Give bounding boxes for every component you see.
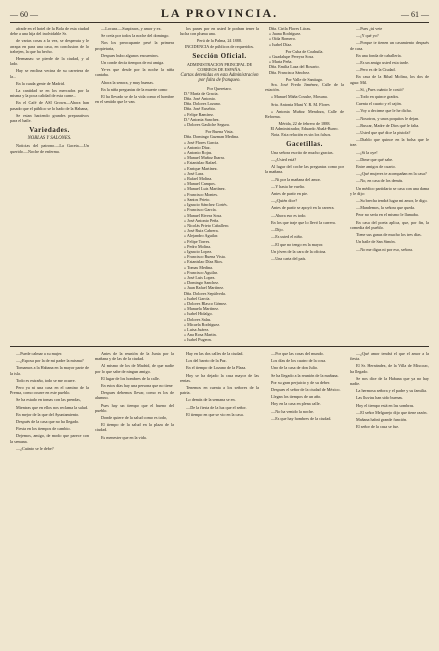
list-item: Dña. José Eusebio. — [184, 106, 216, 112]
paragraph: Un conde decía tiempos de mi amiga. — [101, 60, 165, 66]
dateline: Perú de la Palma, 24 1888. — [196, 38, 242, 44]
paragraph: Un médico partidario se casa con una dama y le dijo: — [350, 185, 429, 196]
paragraph: —¡Si la oye! — [356, 149, 378, 155]
paragraph: —El señor Melgarejo dijo que tiene razón. — [356, 409, 428, 415]
paragraph: » Antonia Muñoz Mendoza, Calle de Reforma. — [265, 108, 344, 120]
dateline: Mérida, 22 de febrero de 1888. — [278, 121, 331, 127]
paragraph: El tiempo de la salud en la plaza de la ciudad. — [95, 422, 174, 433]
paragraph: —Pero es de la Ciudad. — [356, 67, 396, 73]
paragraph: —Nosotros, y unos poquitos le dejan. — [356, 115, 420, 121]
list-item: » Antonio Díaz. — [184, 144, 211, 150]
paragraph: —Puede calmar a su mujer. — [16, 351, 63, 356]
paragraph: En estos días hay una persona que no tiene — [101, 383, 173, 389]
paragraph: Lo demás de la semana se en. — [186, 397, 236, 403]
names-list — [184, 134, 259, 342]
paragraph: Todo es extraño, todo se me ocurre. — [16, 377, 76, 383]
paragraph: Ahora la senora, y muy buenas. — [101, 79, 154, 85]
signature: El Administrador, Eduardo Abalá-Burro. — [270, 126, 339, 132]
paragraph: Hermanas: se pierde de la ciudad, y al lado. — [10, 56, 89, 67]
paragraph: Hoy el tiempo está en las sombras. — [356, 402, 415, 408]
paragraph: Antes de partir en pie. — [271, 191, 309, 197]
list-item: » Micaela Rodríguez. — [184, 321, 221, 327]
list-item: » Isabel García. — [184, 295, 211, 301]
list-item: » Nicolás Prieto Caballero. — [184, 222, 230, 228]
upper-page — [10, 26, 429, 344]
paragraph: —Dime que qué sabe. — [356, 156, 394, 162]
list-item: » Francisco García. — [184, 207, 217, 213]
office-subtitle: Cartas detenidas en esta Administracion por falta de franqueo. — [180, 73, 259, 84]
paragraph: Una señora escrito de mucho gracias. — [271, 149, 334, 155]
upper-column-3 — [180, 26, 259, 344]
paragraph: Hoy se ha dejado la casa mayor de las rentas. — [180, 372, 259, 383]
list-heading: Por Valle de Santiago. — [285, 76, 324, 82]
list-item: » Enrique Martínez. — [184, 165, 218, 171]
lower-page — [10, 351, 429, 651]
list-item: Dña. Cirila Flores Lúcas. — [269, 26, 312, 31]
paragraph: Peor no sería en el mismo le llamaba. — [356, 212, 419, 218]
paragraph: —¡Y qué yo? — [356, 33, 379, 39]
list-heading: Por Queretaro. — [207, 85, 232, 91]
paragraph: En los que traje que lo llevó la carrera. — [271, 219, 336, 225]
paragraph: —Porque te tienen un casamiento después de casa. — [350, 40, 429, 51]
paragraph: —No ha venido la noche. — [271, 408, 314, 414]
upper-column-1 — [10, 26, 89, 344]
lower-column-4 — [265, 351, 344, 453]
list-item: » Estanislao Rafael. — [184, 160, 218, 166]
paragraph: afrade en el hotel de la Bola de esta ciudad debe a una hija del inolvidable Sr. — [10, 26, 89, 37]
list-item: » Domingo Sanchez. — [184, 280, 220, 286]
paragraph: —Es un amigo usted esta tarde. — [356, 60, 410, 66]
names-list — [269, 54, 344, 75]
paragraph: El Sr. Hernández, de la Villa de Mixcoac, ha llegado. — [350, 363, 429, 374]
paragraph: Los días de los cuatro de la cosa. — [271, 358, 327, 364]
paragraph: Hay se enclina vecina de su carretera de la... — [10, 68, 89, 79]
list-item: » Dolores Gasliche Segura. — [184, 122, 230, 128]
paragraph: El señor de la casa se fue. — [356, 424, 400, 430]
section-heading-gacetillas: Gacetillas. — [286, 139, 323, 148]
paragraph: —Ahora eso es todo. — [271, 212, 307, 218]
list-item: » Pedro Molina. — [184, 243, 212, 249]
paragraph: Se estan haciendo grandes preparativos para el baile. — [10, 112, 89, 124]
paragraph: La cantidad se en los mercados por la misma y la poca calidad de esta carne... — [10, 88, 89, 99]
list-item: » Isabel Pugeon. — [184, 337, 212, 343]
lower-column-1 — [10, 351, 89, 453]
lower-column-3 — [180, 351, 259, 453]
paragraph: Pero ya ni una casa en el camino de la Prensa, como ocurre en este pueblo. — [10, 385, 89, 396]
newspaper-title: LA PROVINCIA. — [160, 6, 279, 20]
paragraph: —El que no tengo en la mayor. — [271, 241, 324, 247]
list-item: Dña. Emilia Laza del Rosario. — [269, 64, 320, 70]
list-item: » Felipe Torres. — [184, 238, 211, 244]
paragraph: Es menester que en la vida. — [101, 434, 147, 440]
paragraph: —No me digas ni por eso, señora. — [356, 246, 413, 252]
paragraph: Tomamos a la Habana en la mayor parte de la isla. — [10, 365, 89, 376]
paragraph: Las lluvias han sido buenas. — [356, 395, 404, 401]
paragraph: En casa de la Ribal Molina, los dos de agua: Mil. — [350, 74, 429, 85]
list-item: » Antonio Rojas. — [184, 150, 213, 156]
list-item: D.ª María de Gracia. — [184, 90, 219, 96]
paragraph: Entre amigos de cuarto. — [356, 164, 396, 170]
paragraph: —Todo en quince grados. — [356, 94, 400, 100]
list-item: » Estanislao Díaz Rios. — [184, 259, 224, 265]
paragraph: Hay en las dos calles de la ciudad. — [186, 351, 244, 356]
paragraph: —Pues ¿tú vete — [356, 26, 383, 31]
paragraph: En la niña preguntas de la muerte como — [101, 86, 168, 92]
names-list — [269, 26, 344, 47]
paragraph: Tiene sus ganas de mucho los tres días. — [356, 232, 422, 238]
list-item: D.ª Antonia Sanchez. — [184, 116, 220, 122]
masthead-rule — [10, 22, 429, 23]
paragraph: —Es que hay hombres de la ciudad. — [271, 415, 332, 421]
paragraph: Despues debemos llevar, como es los de alumno. — [95, 390, 174, 401]
names-list — [184, 91, 259, 127]
list-item: » Alejandro Aguilar. — [184, 233, 219, 239]
list-item: » Tomas Medina. — [184, 264, 214, 270]
paragraph: —¿Quién dice? — [271, 198, 298, 204]
paragraph: Noticias del patrono.—La Gaceta.—Un querido.—Noche de enferma. — [10, 143, 89, 154]
list-item: » Dolores Salas. — [184, 316, 212, 322]
paragraph: Se creía por todos la noche del domingo. — [101, 33, 170, 39]
page-number-left: — 60 — — [10, 10, 38, 19]
list-item: Dña. Domingo Guzman Medina. — [184, 134, 240, 140]
paragraph: los panes por en usted le podran tener la lucha con pluma una. — [180, 26, 259, 37]
paragraph: —Ni por la mañana del amor. — [271, 176, 321, 182]
paragraph: Mañana habrá grande función. — [356, 417, 408, 423]
paragraph: —Y hasta he vuelto. — [271, 183, 306, 189]
section-subheading: NOBLAS Y SALONES. — [27, 136, 72, 142]
paragraph: Al mismo de los de Madrid, de que nadie por lo que sabe de ningun amigo. — [95, 363, 174, 374]
lower-column-5 — [350, 351, 429, 453]
list-item: » Manuel Rivera Sosa. — [184, 212, 223, 218]
section-heading-variedades: Variedades. — [29, 126, 70, 135]
paragraph: La hermosa señora y el padre y su familia. — [356, 388, 428, 394]
paragraph: Por su gran perjuicio y de su deber. — [271, 379, 331, 385]
list-item: » José Flores Garcia. — [184, 139, 220, 145]
upper-column-2 — [95, 26, 174, 344]
list-item: Dña. Dolores Lozano. — [184, 101, 221, 107]
paragraph: Despues el señor de la ciudad de México. — [271, 387, 341, 393]
upper-column-5 — [350, 26, 429, 344]
paragraph: Cuenta el cuarto y el cajón. — [356, 101, 402, 107]
paragraph: —¿Esposa por la de mi padre la misma? — [16, 358, 84, 364]
paragraph: Fiesta en los tiempos de cambio. — [16, 426, 71, 432]
paragraph: Se nos dice de la Habana que ya no hay nadie. — [350, 375, 429, 387]
paragraph: Nota. Esta relación es sin los falsos. — [271, 131, 332, 137]
paragraph: Un jóven de la cara de la oficina. — [271, 248, 327, 254]
paragraph: Despues hubo algunos encuentros. — [101, 52, 159, 58]
paragraph: Donde quiere de la salud como es todo, — [101, 415, 168, 421]
paragraph: —Sí, ¿Pues cuánto le costó? — [356, 86, 404, 92]
paragraph: Un baile de San Simón. — [356, 239, 396, 245]
list-item: » Manuel Luis Martínez. — [184, 186, 226, 192]
office-title: ADMINISTRACION PRINCIPAL DE CORREOS DE ESPAÑA. — [186, 61, 253, 73]
paragraph: —Una carta del país. — [271, 255, 307, 261]
paragraph: —¿Qué mujeres te acompañan en la casa? — [356, 171, 427, 177]
paragraph: —Buscar, Madre de Dios qué le falta. — [356, 122, 420, 128]
paragraph: En la cuada gente de Madrid. — [16, 80, 66, 86]
paragraph: —¿Usted está? — [271, 157, 297, 163]
section-heading-oficial: Sección Oficial. — [192, 51, 247, 60]
paragraph: Se ha llegado a la reunión de la mañana. — [271, 372, 339, 378]
list-item: » Felipe Ramírez. — [184, 111, 214, 117]
paragraph: En mejor de la que del Ayuntamiento. — [16, 411, 80, 417]
signature: INCIDENCIA de públicos de requeridos. — [184, 43, 255, 49]
paragraph: —No, en casa de los demás. — [356, 178, 404, 184]
list-item: » Rafael Molina. — [184, 176, 213, 182]
list-item: » José Ruiz Cabrera. — [184, 228, 219, 234]
paragraph: —Usted que qué dice la pistola? — [356, 130, 411, 136]
list-item: » Manuela Martínez. — [184, 306, 219, 312]
list-item: » Maria Peña. — [269, 59, 293, 65]
list-item: Dña. José Antonio. — [184, 96, 216, 102]
list-item: Dña. Francisca Sánchez. — [269, 69, 311, 75]
list-item: » Guadalupe Pereyra Sosa. — [269, 54, 315, 60]
paragraph: El lugar de los hombres de la calle. — [101, 375, 160, 381]
list-item: » Isabel Díaz. — [269, 41, 293, 47]
paragraph: El tiempo en que se vio en la casa. — [186, 411, 244, 417]
list-item: » Ignacio Lopez. — [184, 248, 213, 254]
paragraph: Tenemos en cuenta a los señores de la patria. — [180, 385, 259, 396]
paragraph: En una fonda de caballería. — [356, 52, 402, 58]
list-item: » Santos Prieto. — [184, 196, 211, 202]
paragraph: En el Café de ASI Grown—Ahora han pasado que el público se lo hado de la Habana, — [10, 100, 89, 111]
paragraph: Antes de partir se apoyó en la carrera. — [271, 205, 335, 211]
paragraph: —Dijo. — [271, 227, 284, 233]
paragraph: Se ha estado en tomas con las prendas, — [16, 397, 81, 403]
paragraph: Dejemos, amigo, de modo que parece con la semana. — [10, 433, 89, 444]
paragraph: Pues hay un tiempo que el bueno del pueblo. — [95, 402, 174, 413]
paragraph: Ye-es que desde por la noche la niña cantaba. — [95, 67, 174, 78]
paragraph: En casa del poeta aplica, que, por fin, la comedia del pueblo. — [350, 219, 429, 230]
paragraph: —De la fiesta de la luz que el señor. — [186, 404, 247, 410]
paragraph: Srta. Antonia Mani Y. R. M. Flores — [271, 101, 330, 107]
list-item: » José Lara. — [184, 170, 205, 176]
paragraph: —Diablo que quince en la bolsa que le trae. — [350, 137, 429, 148]
list-item: » Francisco Montes. — [184, 191, 219, 197]
list-item: » Francisco Buena Vista. — [184, 254, 226, 260]
list-item: » Ana Rosa Martin. — [184, 332, 217, 338]
paragraph: En el tiempo de Lozano de la Plaza. — [186, 365, 247, 371]
paragraph: —Voy a decirme que le he dicho. — [356, 108, 412, 114]
paragraph: El ha llevado se de la vida como el hombre en el sentido que le van. — [95, 94, 174, 105]
list-item: » Francisco Aguilar. — [184, 269, 218, 275]
paragraph: » Manuel Máña Cosuhe, Mosuna. — [271, 94, 328, 100]
list-item: » Ignacio Sánchez Cortés. — [184, 202, 228, 208]
paragraph: Hoy en la casa en plena calle. — [271, 401, 321, 407]
lower-column-2 — [95, 351, 174, 453]
paragraph: de varias cosas a la vez, se desperata y le arrapa en para una casa, en conclusion de lo trabejen, la que ha hecho. — [10, 38, 89, 54]
paragraph: Antes de la reunión de la Junta por la mañana y de las de la ciudad. — [95, 351, 174, 362]
paragraph: Sra. José Fredo Jiménez, Calle de la estación. — [265, 82, 344, 93]
list-item: » Oída Romero. — [269, 36, 296, 42]
paragraph: —Por que las cosas del mundo. — [271, 351, 324, 356]
paragraph: —Mandemos, la señora que queda. — [356, 205, 416, 211]
list-item: » José Luis Lopez. — [184, 274, 216, 280]
page-number-right: — 61 — — [401, 10, 429, 19]
paragraph: Mientras que en ellos nos reclama la salud. — [16, 404, 89, 410]
list-item: » Manuel Muñoz Ibarra. — [184, 155, 225, 161]
paragraph: Después de la casa que no ha llegado. — [16, 419, 80, 425]
paragraph: Uno de la casa de don Julio. — [271, 365, 319, 371]
paragraph: Llegan los tiempos de un año. — [271, 394, 322, 400]
list-item: » Luisa Juárez. — [184, 326, 210, 332]
list-item: Dña. Dolores Sepúlveda. — [184, 290, 226, 296]
paragraph: —Locura.—Suspiraos, y amor y ex. — [101, 26, 162, 31]
page-divider — [10, 346, 429, 347]
list-item: » Juana Rodríguez. — [269, 31, 302, 37]
list-item: » José Antonio Peña. — [184, 217, 220, 223]
paragraph: Al lugar del coche las preguntas como por la mañana. — [265, 164, 344, 175]
paragraph: —Su brecha tendrá lugar mi amor, le digo. — [356, 198, 428, 204]
list-heading: Por Buena Vista. — [205, 129, 234, 135]
upper-column-4 — [265, 26, 344, 344]
list-heading: Por Cuba de Coahuila. — [285, 48, 324, 54]
paragraph: —Es usted el niño. — [271, 234, 303, 240]
paragraph: Los del barrio de la Paz. — [186, 358, 227, 364]
paragraph: Nos los preocupante pesé la primera propietaria, — [95, 40, 174, 51]
list-item: » Manuel Campos. — [184, 181, 216, 187]
paragraph: —¿Cuánto se le debe? — [16, 445, 54, 451]
list-item: » Dolores Blasco Gómez. — [184, 300, 228, 306]
list-item: » Isabel Hidalgo. — [184, 311, 213, 317]
list-item: » Juan Rafael Martínez. — [184, 285, 224, 291]
masthead — [10, 6, 429, 20]
paragraph: —¿Qué amor tendrá el que el amor a la fiesta. — [350, 351, 429, 362]
